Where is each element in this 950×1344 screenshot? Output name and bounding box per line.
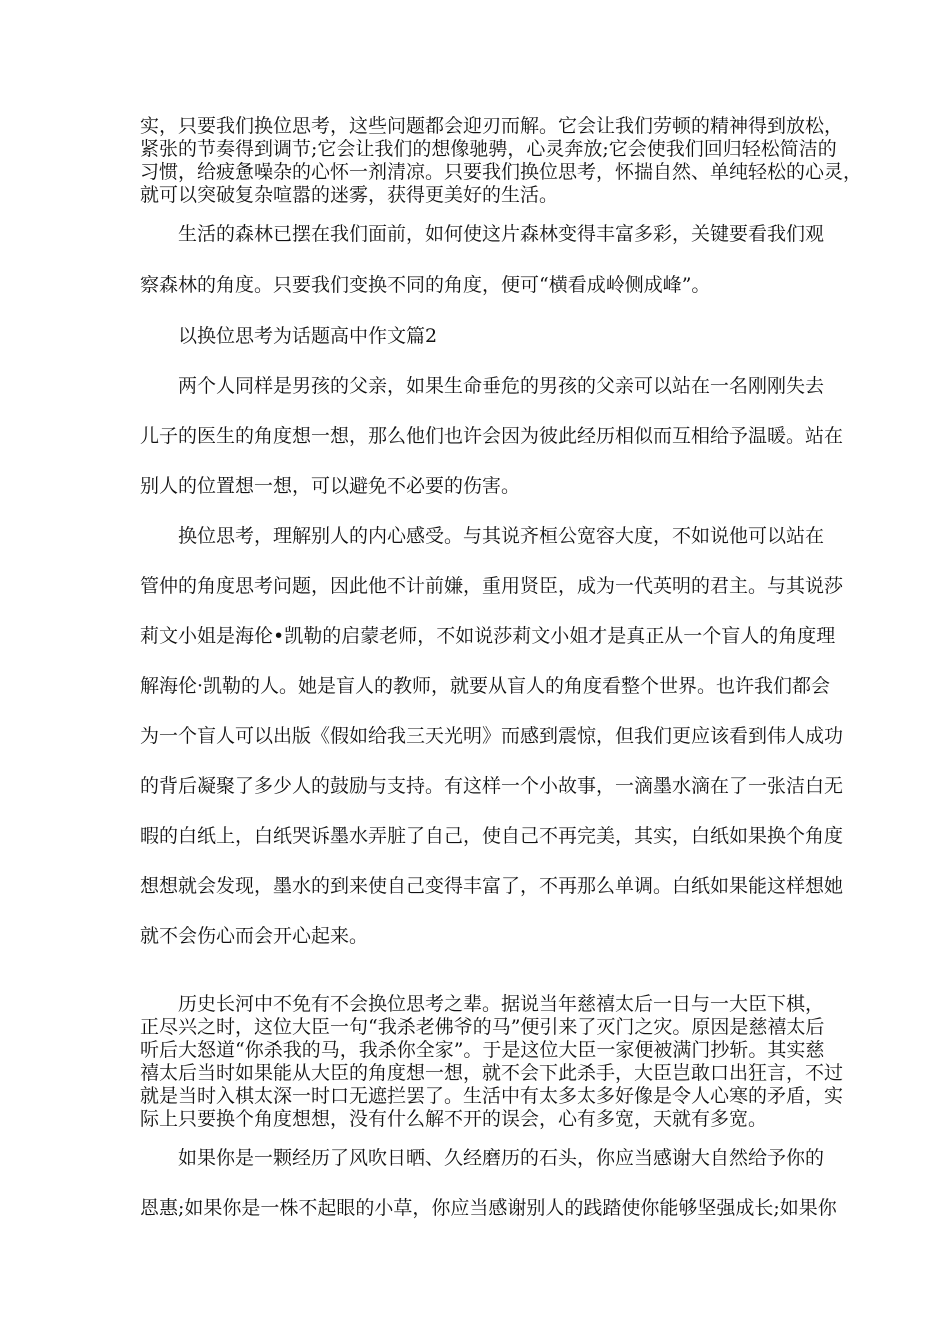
text-line: 习惯，给疲惫噪杂的心怀一剂清凉。只要我们换位思考，怀揣自然、单纯轻松的心灵， <box>140 161 863 183</box>
text-line: 换位思考，理解别人的内心感受。与其说齐桓公宽容大度，不如说他可以站在 <box>178 525 825 547</box>
text-line: 暇的白纸上，白纸哭诉墨水弄脏了自己，使自己不再完美，其实，白纸如果换个角度 <box>140 825 844 847</box>
text-line: 听后大怒道“你杀我的马，我杀你全家”。于是这位大臣一家便被满门抄斩。其实慈 <box>140 1039 825 1061</box>
text-line: 际上只要换个角度想想，没有什么解不开的误会，心有多宽，天就有多宽。 <box>140 1108 768 1130</box>
text-line: 为一个盲人可以出版《假如给我三天光明》而感到震惊，但我们更应该看到伟人成功 <box>140 725 844 747</box>
text-line: 紧张的节奏得到调节;它会让我们的想像驰骋，心灵奔放;它会使我们回归轻松简洁的 <box>140 138 837 160</box>
text-line: 就不会伤心而会开心起来。 <box>140 925 369 947</box>
text-line: 如果你是一颗经历了风吹日晒、久经磨历的石头，你应当感谢大自然给予你的 <box>178 1147 825 1169</box>
text-line: 恩惠;如果你是一株不起眼的小草，你应当感谢别人的践踏使你能够坚强成长;如果你 <box>140 1197 837 1219</box>
text-line: 管仲的角度思考问题，因此他不计前嫌，重用贤臣，成为一代英明的君主。与其说莎 <box>140 575 844 597</box>
text-line: 两个人同样是男孩的父亲，如果生命垂危的男孩的父亲可以站在一名刚刚失去 <box>178 375 825 397</box>
text-line: 别人的位置想一想，可以避免不必要的伤害。 <box>140 475 521 497</box>
text-line: 察森林的角度。只要我们变换不同的角度，便可“横看成岭侧成峰”。 <box>140 274 711 296</box>
text-line: 就是当时入棋太深一时口无遮拦罢了。生活中有太多太多好像是令人心寒的矛盾，实 <box>140 1085 844 1107</box>
text-line: 的背后凝聚了多少人的鼓励与支持。有这样一个小故事，一滴墨水滴在了一张洁白无 <box>140 775 844 797</box>
text-line: 实，只要我们换位思考，这些问题都会迎刃而解。它会让我们劳顿的精神得到放松， <box>140 115 844 137</box>
text-line: 正尽兴之时，这位大臣一句“我杀老佛爷的马”便引来了灭门之灾。原因是慈禧太后 <box>140 1016 825 1038</box>
text-line: 历史长河中不免有不会换位思考之辈。据说当年慈禧太后一日与一大臣下棋， <box>178 993 825 1015</box>
text-line: 解海伦·凯勒的人。她是盲人的教师，就要从盲人的角度看整个世界。也许我们都会 <box>140 675 831 697</box>
text-line: 禧太后当时如果能从大臣的角度想一想，就不会下此杀手，大臣岂敢口出狂言，不过 <box>140 1062 844 1084</box>
text-line: 莉文小姐是海伦•凯勒的启蒙老师，不如说莎莉文小姐才是真正从一个盲人的角度理 <box>140 625 836 647</box>
text-line: 就可以突破复杂喧嚣的迷雾，获得更美好的生活。 <box>140 184 559 206</box>
text-line: 生活的森林已摆在我们面前，如何使这片森林变得丰富多彩，关键要看我们观 <box>178 223 825 245</box>
text-line: 儿子的医生的角度想一想，那么他们也许会因为彼此经历相似而互相给予温暖。站在 <box>140 425 844 447</box>
text-line: 想想就会发现，墨水的到来使自己变得丰富了，不再那么单调。白纸如果能这样想她 <box>140 875 844 897</box>
section-heading: 以换位思考为话题高中作文篇2 <box>178 325 438 347</box>
